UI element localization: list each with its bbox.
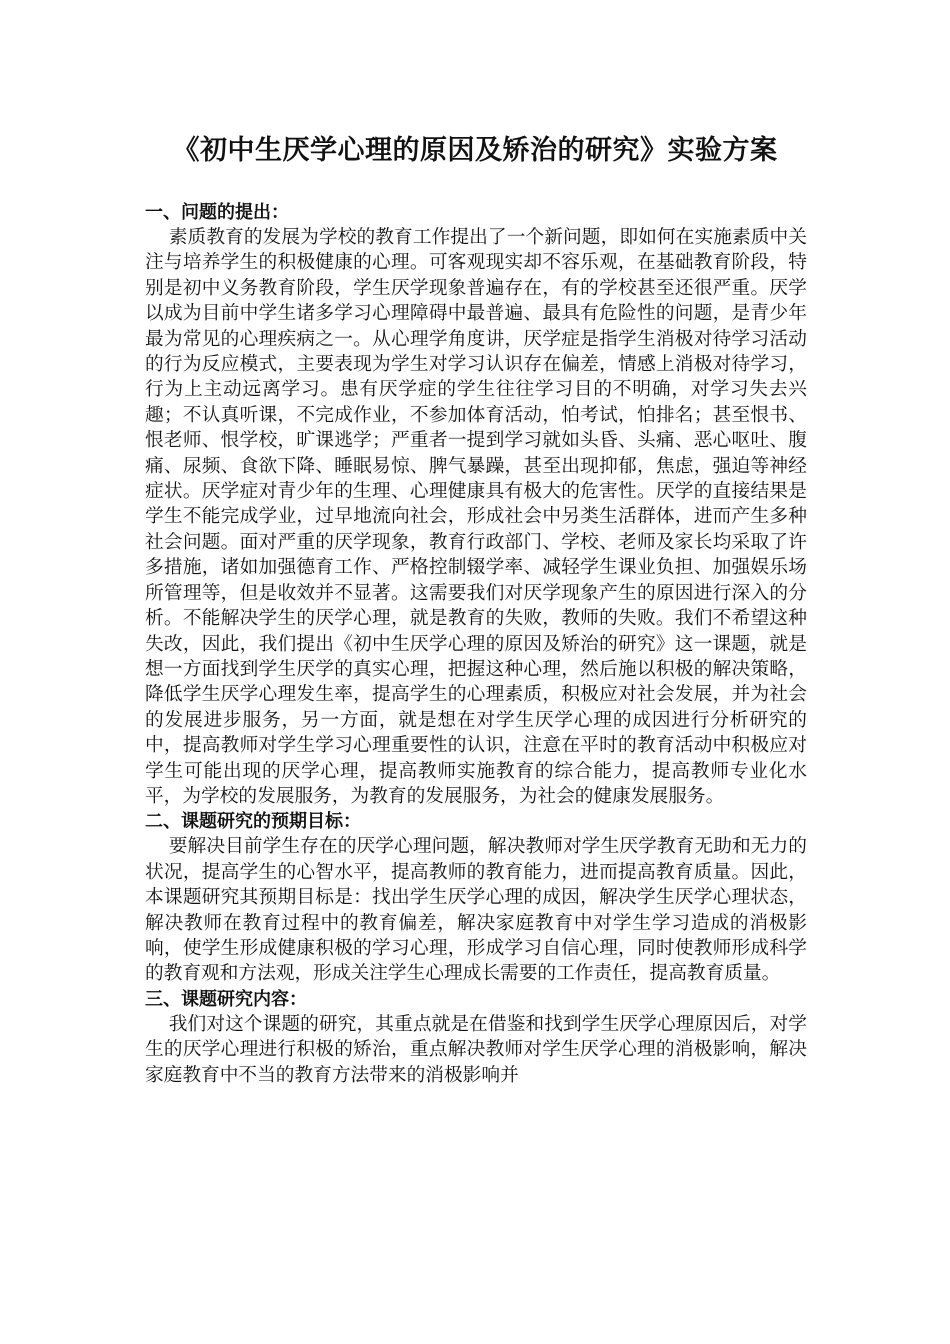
section-heading: 三、课题研究内容： — [145, 988, 307, 1010]
document-body — [145, 200, 807, 1088]
document-title: 《初中生厌学心理的原因及矫治的研究》实验方案 — [172, 135, 778, 166]
section-paragraph: 素质教育的发展为学校的教育工作提出了一个新问题，即如何在实施素质中关注与培养学生的积极健康的心理。可客观现实却不容乐观，在基础教育阶段，特别是初中义务教育阶段，学生厌学现象普遍存在，有的学校甚至还很严重。厌学以成为目前中学生诸多学习心理障碍中最普遍、最具有危险性的问题，是青少年最为常见的心理疾病之一。从心理学角度讲，厌学症是指学生消极对待学习活动的行为反应模式，主要表现为学生对学习认识存在偏差，情感上消极对待学习，行为上主动远离学习。患有厌学症的学生往往学习目的不明确，对学习失去兴趣；不认真听课，不完成作业，不参加体育活动，怕考试，怕排名；甚至恨书、恨老师、恨学校，旷课逃学；严重者一提到学习就如头昏、头痛、恶心呕吐、腹痛、尿频、食欲下降、睡眠易惊、脾气暴躁，甚至出现抑郁，焦虑，强迫等神经症状。厌学症对青少年的生理、心理健康具有极大的危害性。厌学的直接结果是学生不能完成学业，过早地流向社会，形成社会中另类生活群体，进而产生多种社会问题。面对严重的厌学现象，教育行政部门、学校、老师及家长均采取了许多措施，诸如加强德育工作、严格控制辍学率、减轻学生课业负担、加强娱乐场所管理等，但是收效并不显著。这需要我们对厌学现象产生的原因进行深入的分析。不能解决学生的厌学心理，就是教育的失败，教师的失败。我们不希望这种失改，因此，我们提出《初中生厌学心理的原因及矫治的研究》这一课题，就是想一方面找到学生厌学的真实心理，把握这种心理，然后施以积极的解决策略，降低学生厌学心理发生率，提高学生的心理素质，积极应对社会发展，并为社会的发展进步服务，另一方面，就是想在对学生厌学心理的成因进行分析研究的中，提高教师对学生学习心理重要性的认识，注意在平时的教育活动中积极应对学生可能出现的厌学心理，提高教师实施教育的综合能力，提高教师专业化水平，为学校的发展服务，为教育的发展服务，为社会的健康发展服务。 — [145, 227, 807, 807]
section-content — [145, 987, 807, 1088]
section-paragraph: 我们对这个课题的研究，其重点就是在借鉴和找到学生厌学心理原因后，对学生的厌学心理进行积极的矫治，重点解决教师对学生厌学心理的消极影响，解决家庭教育中不当的教育方法带来的消极影响并 — [145, 1013, 807, 1086]
section-heading: 二、课题研究的预期目标： — [145, 811, 361, 833]
section-problem — [145, 200, 807, 809]
section-goals — [145, 809, 807, 986]
section-paragraph: 要解决目前学生存在的厌学心理问题，解决教师对学生厌学教育无助和无力的状况，提高学生的心智水平，提高教师的教育能力，进而提高教育质量。因此，本课题研究其预期目标是：找出学生厌学心理的成因，解决学生厌学心理状态，解决教师在教育过程中的教育偏差，解决家庭教育中对学生学习造成的消极影响，使学生形成健康积极的学习心理，形成学习自信心理，同时使教师形成科学的教育观和方法观，形成关注学生心理成长需要的工作责任，提高教育质量。 — [145, 836, 807, 985]
section-heading: 一、问题的提出： — [145, 202, 289, 223]
